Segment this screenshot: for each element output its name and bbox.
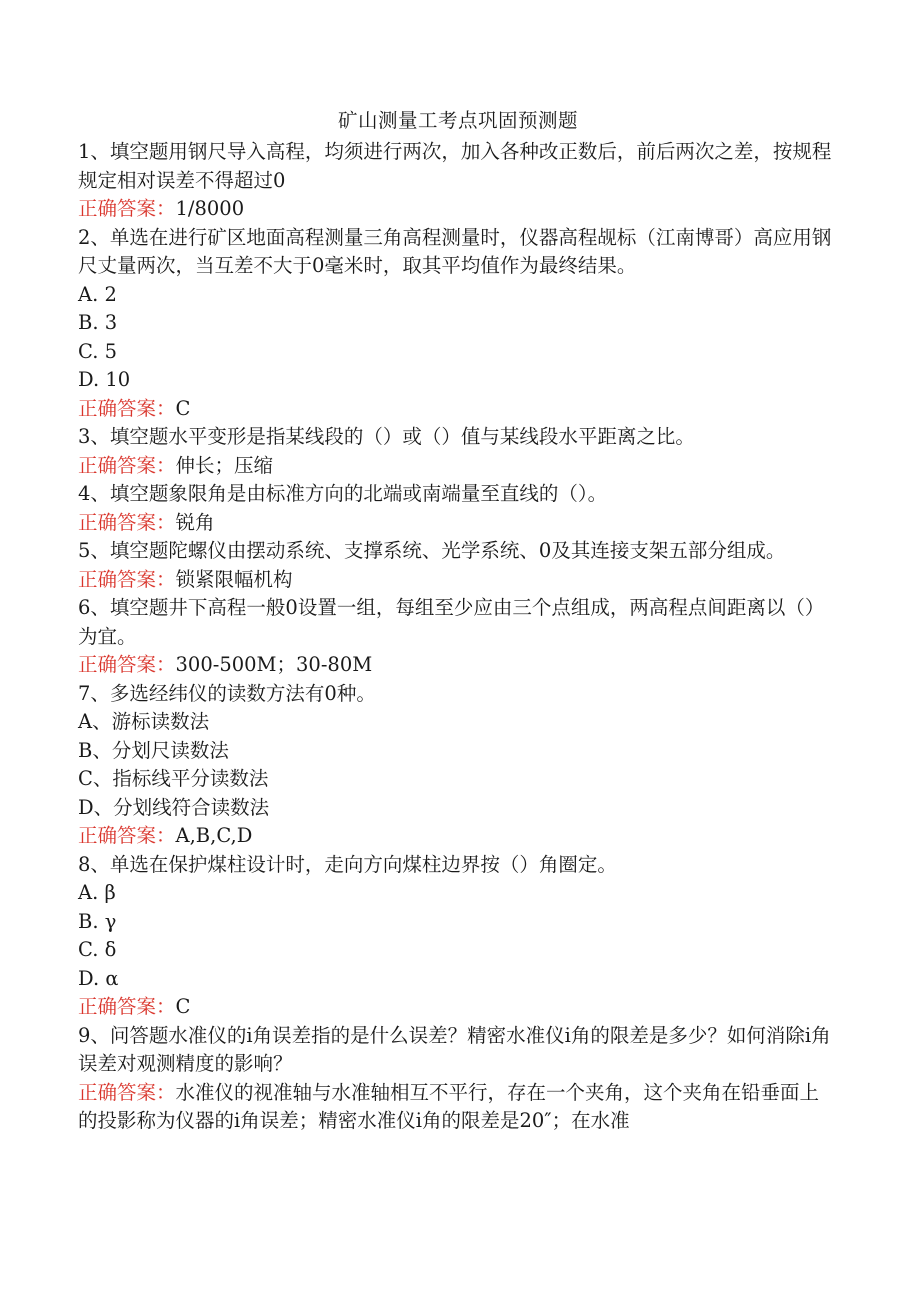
answer-value: 水准仪的视准轴与水准轴相互不平行，存在一个夹角，这个夹角在铅垂面上的投影称为仪器的i角误差；精密水准仪i角的限差是20″；在水准 [78, 1080, 820, 1132]
answer-label: 正确答案： [78, 396, 176, 420]
question-block [78, 224, 838, 424]
answer-option: D. 10 [78, 368, 131, 391]
answer-label: 正确答案： [78, 995, 176, 1018]
answer-label: 正确答案： [78, 653, 176, 676]
question-text: 8、单选在保护煤柱设计时，走向方向煤柱边界按（）角圈定。 [78, 852, 617, 876]
answer-option: D. α [78, 966, 119, 990]
answer-option: C. 5 [78, 339, 118, 363]
answer-label: 正确答案： [78, 453, 176, 477]
answer-option: B. 3 [78, 311, 118, 334]
question-block [78, 423, 838, 480]
answer-option: C. δ [78, 938, 117, 961]
question-block [78, 1022, 838, 1136]
question-text: 9、问答题水准仪的i角误差指的是什么误差？精密水准仪i角的限差是多少？如何消除i角误差对观测精度的影响？ [78, 1023, 831, 1075]
answer-label: 正确答案： [78, 567, 176, 591]
answer-line [78, 395, 838, 424]
answer-line [78, 452, 838, 481]
answer-option: A. 2 [78, 282, 117, 306]
answer-value: 300-500M；30-80M [175, 653, 373, 676]
answer-option: B. γ [78, 909, 117, 933]
answer-option: D、分划线符合读数法 [78, 795, 270, 819]
answer-value: 锁紧限幅机构 [175, 567, 293, 591]
answer-option: A、游标读数法 [78, 710, 210, 733]
answer-line [78, 651, 838, 680]
answer-label: 正确答案： [78, 824, 176, 847]
answer-line [78, 822, 838, 851]
question-block [78, 138, 838, 224]
answer-label: 正确答案： [78, 510, 176, 534]
answer-line [78, 195, 838, 224]
answer-value: C [175, 995, 191, 1018]
question-block [78, 680, 838, 851]
answer-option: B、分划尺读数法 [78, 738, 229, 762]
answer-line [78, 566, 838, 595]
question-text: 4、填空题象限角是由标准方向的北端或南端量至直线的（）。 [78, 482, 608, 505]
answer-line [78, 993, 838, 1022]
answer-value: 伸长；压缩 [175, 453, 274, 477]
question-text: 6、填空题井下高程一般0设置一组，每组至少应由三个点组成，两高程点间距离以（）为宜。 [78, 596, 825, 648]
question-block [78, 537, 838, 594]
answer-value: 1/8000 [175, 197, 245, 220]
question-text: 1、填空题用钢尺导入高程，均须进行两次，加入各种改正数后，前后两次之差，按规程规定相对误差不得超过0 [78, 140, 832, 192]
answer-value: A,B,C,D [175, 824, 253, 847]
question-text: 5、填空题陀螺仪由摆动系统、支撑系统、光学系统、0及其连接支架五部分组成。 [78, 539, 786, 562]
document-page [78, 104, 838, 1136]
answer-option: A. β [78, 881, 116, 904]
document-title: 矿山测量工考点巩固预测题 [337, 109, 578, 132]
question-list [78, 138, 838, 1136]
question-block [78, 480, 838, 537]
answer-option: C、指标线平分读数法 [78, 767, 269, 790]
question-text: 2、单选在进行矿区地面高程测量三角高程测量时，仪器高程觇标（江南博哥）高应用钢尺丈量两次，当互差不大于0毫米时，取其平均值作为最终结果。 [78, 225, 832, 277]
question-block [78, 851, 838, 1022]
answer-line [78, 509, 838, 538]
question-text: 7、多选经纬仪的读数方法有0种。 [78, 681, 376, 705]
question-text: 3、填空题水平变形是指某线段的（）或（）值与某线段水平距离之比。 [78, 425, 695, 448]
answer-value: 锐角 [175, 510, 215, 534]
answer-line [78, 1079, 838, 1136]
answer-label: 正确答案： [78, 197, 176, 220]
answer-value: C [175, 396, 191, 420]
question-block [78, 594, 838, 680]
answer-label: 正确答案： [78, 1080, 176, 1104]
